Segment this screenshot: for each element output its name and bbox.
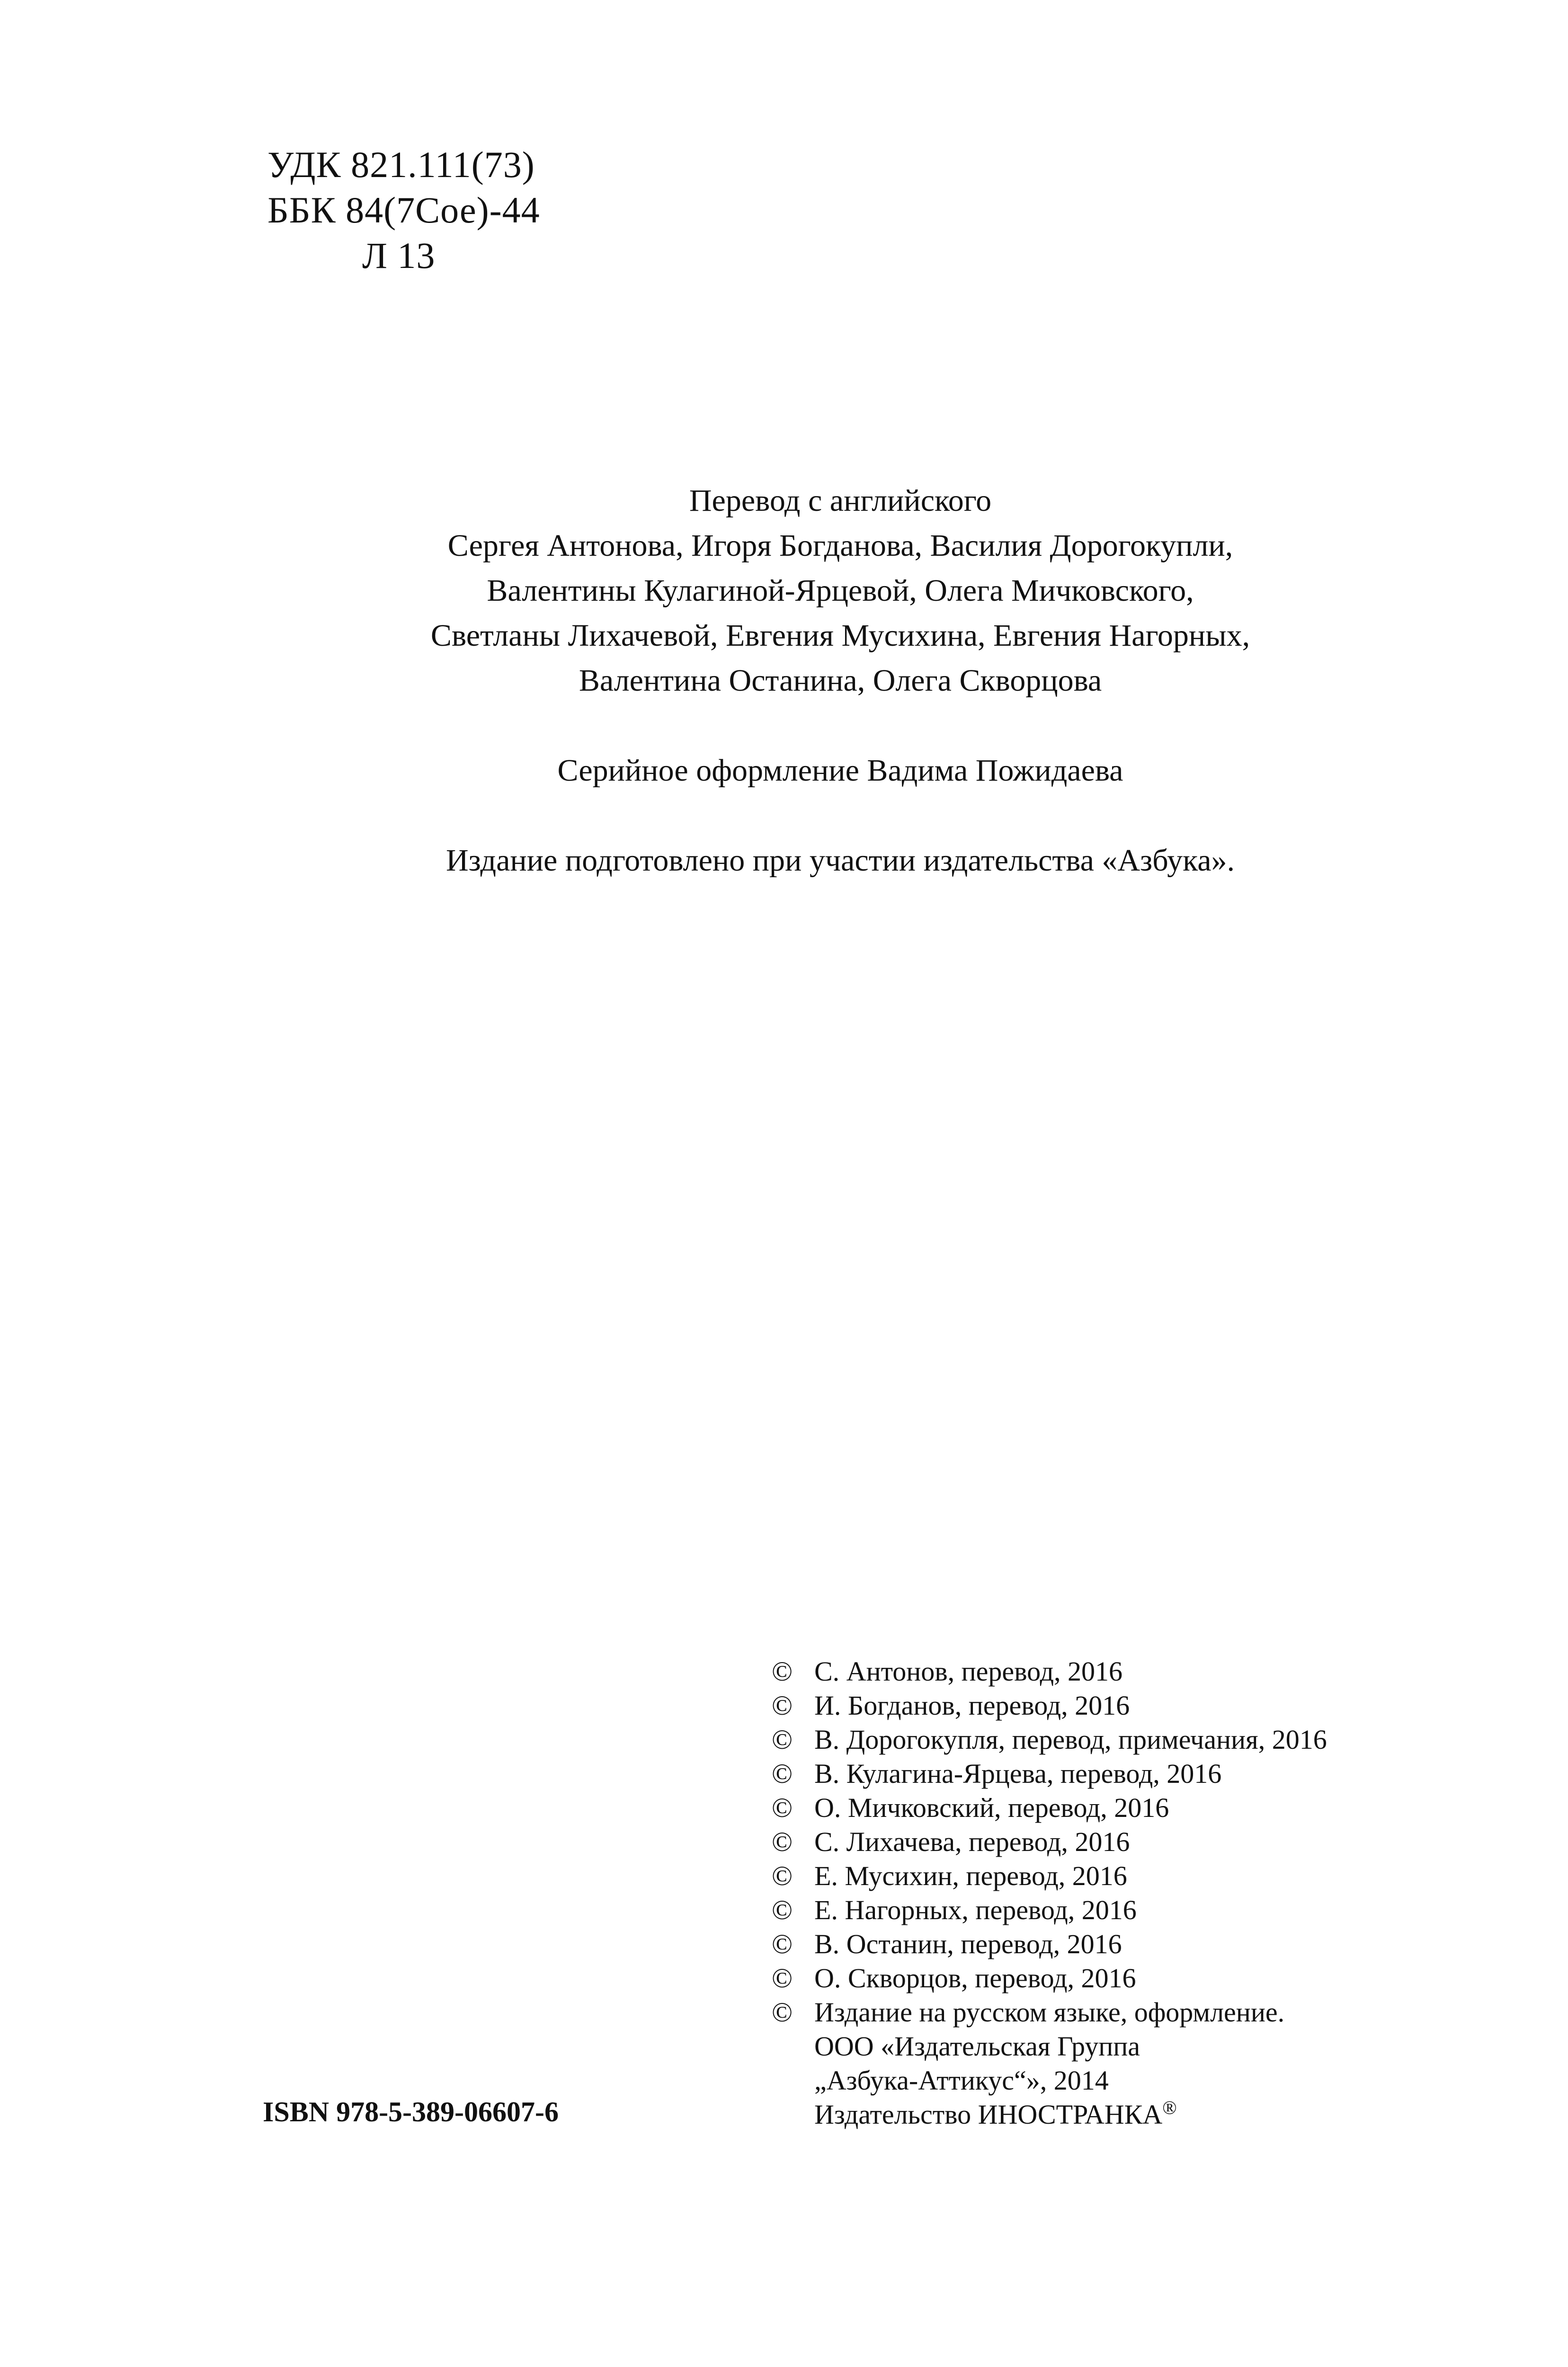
copyright-symbol: © [772, 1758, 793, 1789]
copyright-entry [772, 1927, 1327, 1961]
copyright-entry [772, 1961, 1327, 1995]
copyright-symbol: © [772, 1690, 793, 1721]
series-design-credit: Серийное оформление Вадима Пожидаева [557, 753, 1123, 788]
copyright-entry-text: Издание на русском языке, оформление. [814, 1997, 1285, 2028]
copyright-symbol: © [772, 1963, 793, 1993]
translators-line: Сергея Антонова, Игоря Богданова, Василия Дорогокупли, [447, 528, 1233, 563]
classification-block [267, 142, 540, 278]
copyright-entry-text: Е. Нагорных, перевод, 2016 [814, 1895, 1137, 1925]
imprint-name: Издательство ИНОСТРАНКА [814, 2099, 1163, 2130]
copyright-entry-text: Е. Мусихин, перевод, 2016 [814, 1860, 1127, 1891]
copyright-entry-text: С. Антонов, перевод, 2016 [814, 1656, 1123, 1687]
copyright-symbol: © [772, 1860, 793, 1891]
copyright-entry-text: В. Останин, перевод, 2016 [814, 1929, 1122, 1959]
copyright-entry [772, 1689, 1327, 1723]
copyright-entry [772, 1723, 1327, 1757]
copyright-block [772, 1655, 1327, 2132]
copyright-symbol: © [772, 1929, 793, 1959]
copyright-entry-text: И. Богданов, перевод, 2016 [814, 1690, 1130, 1721]
copyright-symbol: © [772, 1656, 793, 1687]
copyright-entry [772, 1791, 1327, 1825]
bbk-code: ББК 84(7Сое)-44 [267, 189, 540, 231]
isbn: ISBN 978-5-389-06607-6 [263, 2096, 559, 2127]
copyright-entry-text: В. Кулагина-Ярцева, перевод, 2016 [814, 1758, 1222, 1789]
copyright-entry [772, 1825, 1327, 1859]
udc-code: УДК 821.111(73) [267, 144, 535, 185]
publisher-name-line: ООО «Издательская Группа [814, 2031, 1140, 2062]
copyright-entry [772, 1655, 1327, 1689]
publisher-name-line: „Азбука-Аттикус“», 2014 [814, 2065, 1109, 2096]
copyright-entry [772, 1757, 1327, 1791]
copyright-entry [772, 1893, 1327, 1927]
copyright-entry-text: О. Мичковский, перевод, 2016 [814, 1792, 1169, 1823]
translators-line: Валентина Останина, Олега Скворцова [579, 663, 1102, 698]
copyright-entry-text: С. Лихачева, перевод, 2016 [814, 1826, 1130, 1857]
copyright-symbol: © [772, 1792, 793, 1823]
copyright-entry [772, 1859, 1327, 1893]
copyright-symbol: © [772, 1997, 793, 2028]
copyright-symbol: © [772, 1724, 793, 1755]
copyright-entry [772, 1995, 1327, 2029]
author-mark: Л 13 [362, 235, 436, 276]
translation-heading: Перевод с английского [689, 483, 992, 518]
publisher-note: Издание подготовлено при участии издательства «Азбука». [445, 843, 1235, 878]
imprint-line [772, 2098, 1327, 2132]
copyright-entry-text: В. Дорогокупля, перевод, примечания, 2016 [814, 1724, 1327, 1755]
copyright-symbol: © [772, 1826, 793, 1857]
registered-mark: ® [1162, 2097, 1177, 2118]
translators-line: Валентины Кулагиной-Ярцевой, Олега Мичковского, [487, 573, 1194, 608]
copyright-symbol: © [772, 1895, 793, 1925]
translators-line: Светланы Лихачевой, Евгения Мусихина, Евгения Нагорных, [430, 618, 1250, 653]
copyright-entry-text: О. Скворцов, перевод, 2016 [814, 1963, 1136, 1993]
credits-block [284, 478, 1397, 883]
